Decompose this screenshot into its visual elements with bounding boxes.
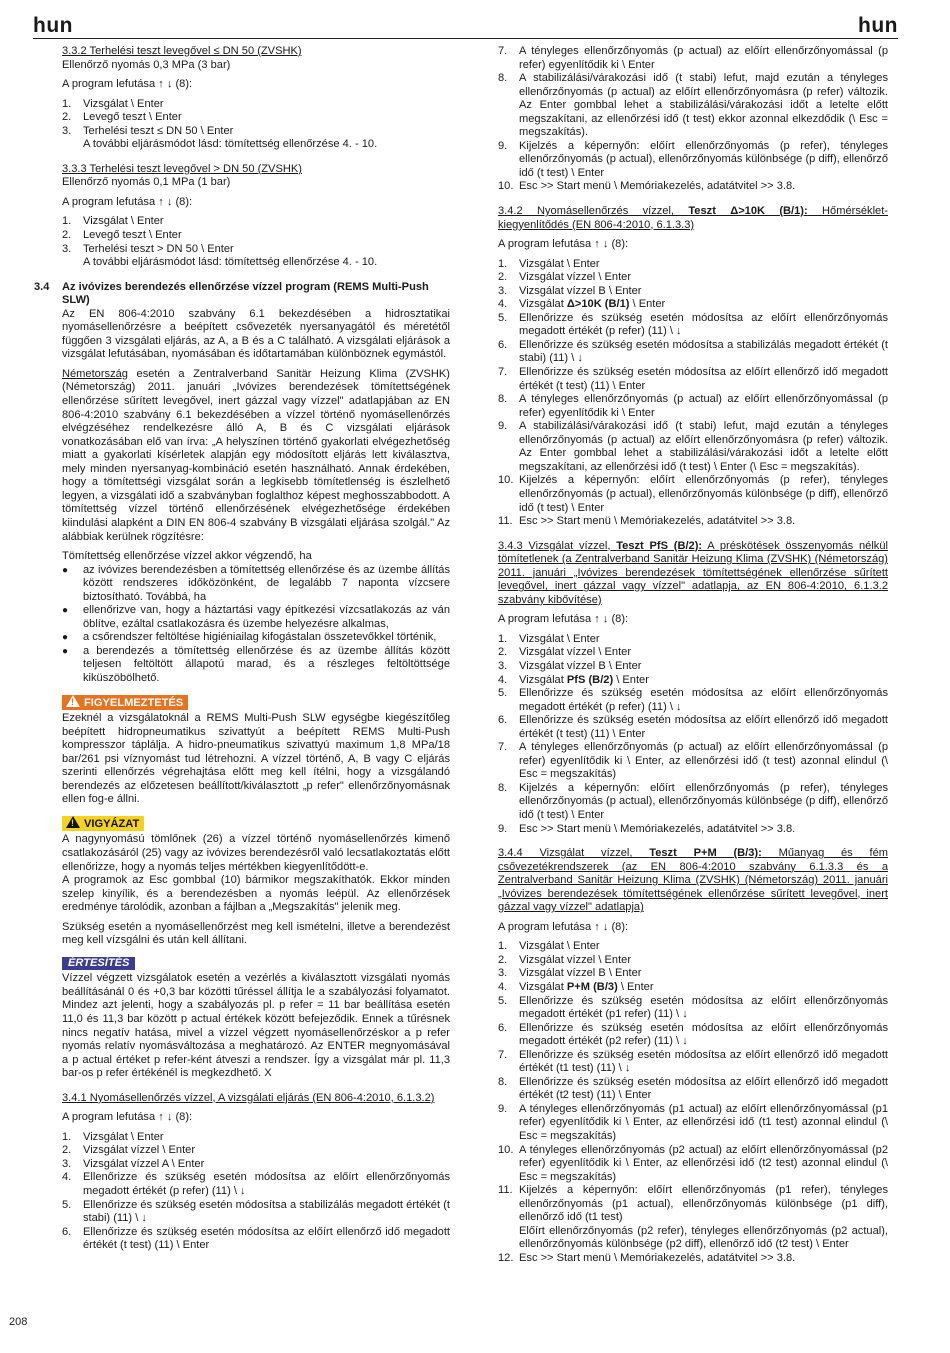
- list-item: 2. Vizsgálat vízzel \ Enter: [498, 953, 632, 966]
- list-item: 1. Vizsgálat \ Enter: [498, 257, 600, 270]
- caution-paragraph-1: A nagynyomású tömlőnek (26) a vízzel történő nyomásellenőrzés kimenő csatlakozásáról (25) vagy az ivóvizes berendezésről való lecsatlakoztatás előtt ellenőrizze, hogy a nyomás teljes mértékben kiegyenlítődött-e.: [62, 833, 450, 873]
- list-item: 9. Esc >> Start menü \ Memóriakezelés, adatátvitel >> 3.8.: [498, 822, 796, 835]
- section-3-3-2-pressure: Ellenőrző nyomás 0,3 MPa (3 bar): [62, 58, 231, 71]
- section-3-4-3-steps: [498, 633, 888, 836]
- caution-paragraph-2: A programok az Esc gombbal (10) bármikor megszakíthatók. Ekkor minden szelep kinyílik, és a berendezésben a nyomás leépül. Az ellenőrzések eredménye tárolódik, azonban a fájlban a „Megszakítás" jelenik meg.: [62, 874, 450, 914]
- list-item: 2. Vizsgálat vízzel \ Enter: [62, 1144, 196, 1157]
- list-item: 9. Kijelzés a képernyőn: előírt ellenőrzőnyomás (p refer), tényleges ellenőrzőnyomás (p actual), ellenőrzőnyomás különbsége (p diff), ellenőrző idő (t test) \ Enter: [498, 139, 888, 179]
- list-item: 2. Levegő teszt \ Enter: [62, 111, 182, 124]
- section-3-4-2-title: 3.4.2 Nyomásellenőrzés vízzel, Teszt Δ>10K (B/1): Hőmérséklet-kiegyenlítődés (EN 806-4:2010, 6.1.3.3): [498, 205, 888, 231]
- section-3-3-2-run: A program lefutása ↑ ↓ (8):: [62, 78, 193, 91]
- list-item: 2. Levegő teszt \ Enter: [62, 229, 182, 242]
- list-item: 3. Vizsgálat vízzel A \ Enter: [62, 1157, 205, 1170]
- section-3-4-bullets: [62, 564, 450, 686]
- list-item: 4. Vizsgálat P+M (B/3) \ Enter: [498, 981, 654, 993]
- caution-badge: !VIGYÁZAT: [62, 816, 144, 832]
- list-item: 10. Esc >> Start menü \ Memóriakezelés, adatátvitel >> 3.8.: [498, 180, 796, 193]
- header-language-right: hun: [858, 14, 898, 37]
- list-item: 9. A stabilizálási/várakozási idő (t stabi) lefut, majd ezután a tényleges ellenőrzőnyomás (p actual) az előírt ellenőrzőnyomásra (p refer) változik. Az Enter gombbal lehet a stabilizálási/várakozási időt a letelte előtt megszakítani, az ellenőrzési idő (t test) \ Enter (\ Esc = megszakítás).: [498, 420, 888, 473]
- list-item: 5. Ellenőrizze és szükség esetén módosítsa a stabilizálás megadott értékét (t stabi) (11) \ ↓: [62, 1198, 450, 1225]
- section-3-4-paragraph-2: Németország esetén a Zentralverband Sanitär Heizung Klima (ZVSHK) (Németország) 2011. januári „Ivóvizes berendezések tömítettségének ellenőrzése sűrített levegővel, inert gázzal vagy vízzel" adatlapjában az EN 806-4:2010 szabvány 6.1 bekezdésében a vízzel történő nyomásellenőrzés elvégzéséhez rendelkezésre álló A, B és C vizsgálati eljárások vonatkozásában elő van írva: „A helyszínen történő gyakorlati elvégezhetőség miatt a gyakorlati kísérletek alapján egy módosított eljárás lett kiválasztva, mely minden nyersanyag-kombináció esetén használható. Annak érdekében, hogy a tömítettségi vizsgálat során a legkisebb tömítetlenség is észlelhető legyen, a vizsgálati idő a szabványban foglalthoz képest meghosszabbodott. A tömítettség vízzel történő ellenőrzésének elvégezhetősége érdekében kiindulási alapként a DIN EN 806-4 szabvány B vizsgálati eljárása szolgál." Az alábbiak kerülnek rögzítésre:: [62, 367, 450, 543]
- list-item: 6. Ellenőrizze és szükség esetén módosítsa az előírt ellenőrzőnyomás megadott értékét (p2 refer) (11) \ ↓: [498, 1021, 888, 1048]
- list-item: 3. Terhelési teszt ≤ DN 50 \ Enter A további eljárásmódot lásd: tömítettség ellenőrzése 4. - 10.: [62, 124, 378, 151]
- list-item: 1. Vizsgálat \ Enter: [498, 632, 600, 645]
- list-item: 8. Ellenőrizze és szükség esetén módosítsa az előírt ellenőrző idő megadott értékét (t2 test) (11) \ Enter: [498, 1075, 888, 1102]
- section-3-4-1-run: A program lefutása ↑ ↓ (8):: [62, 1111, 193, 1124]
- list-item: 8. Kijelzés a képernyőn: előírt ellenőrzőnyomás (p refer), tényleges ellenőrzőnyomás (p actual), ellenőrzőnyomás különbsége (p diff), ellenőrző idő (t test) \ Enter: [498, 781, 888, 821]
- section-3-4-3-title: 3.4.3 Vizsgálat vízzel, Teszt PfS (B/2): A préskötések összenyomás nélkül tömítetlenek (a Zentralverband Sanitär Heizung Klima (ZVSHK) (Németország) 2011. januári „Ivóvizes berendezések tömítettségének ellenőrzése sűrített levegővel, inert gázzal vagy vízzel" adatlapja, az EN 806-4:2010, 6.1.3.2 szabvány kibővítése): [498, 539, 888, 606]
- section-3-3-3-steps: [62, 215, 450, 269]
- section-3-4-4-title: 3.4.4 Vizsgálat vízzel, Teszt P+M (B/3): Műanyag és fém csővezetékrendszerek (az EN 806-4:2010 szabvány 6.1.3.3 és a Zentralverband Sanitär Heizung Klima (ZVSHK) (Németország) 2011. januári „Ivóvizes berendezések tömítettségének ellenőrzése sűrített levegővel, inert gázzal vagy vízzel" adatlapja): [498, 847, 889, 914]
- section-3-4-1-steps-continued: [498, 45, 888, 194]
- list-item: 11. Kijelzés a képernyőn: előírt ellenőrzőnyomás (p1 refer), tényleges ellenőrzőnyomás (p1 actual), ellenőrzőnyomás különbsége (p1 diff), ellenőrző idő (t1 test) Előírt ellenőrzőnyomás (p2 refer), tényleges ellenőrzőnyomás (p2 actual), ellenőrzőnyomás különbsége (p2 diff), ellenőrző idő (t2 test) \ Enter: [498, 1184, 888, 1251]
- list-item: 2. Vizsgálat vízzel \ Enter: [498, 646, 632, 659]
- warning-badge: !FIGYELMEZTETÉS: [62, 695, 188, 711]
- list-item: 1. Vizsgálat \ Enter: [62, 1130, 164, 1143]
- header-language-left: hun: [33, 14, 73, 37]
- section-3-4-4-run: A program lefutása ↑ ↓ (8):: [498, 920, 629, 933]
- list-item: 6. Ellenőrizze és szükség esetén módosítsa a stabilizálás megadott értékét (t stabi) (11) \ ↓: [498, 338, 888, 365]
- list-item: 8. A tényleges ellenőrzőnyomás (p actual) az előírt ellenőrzőnyomással (p refer) egyenlítődik ki \ Enter: [498, 393, 888, 419]
- section-3-3-2-steps: [62, 98, 450, 152]
- list-item: 1. Vizsgálat \ Enter: [498, 940, 600, 953]
- list-item: 6. Ellenőrizze és szükség esetén módosítsa az előírt ellenőrző idő megadott értékét (t test) (11) \ Enter: [62, 1225, 450, 1252]
- list-item: 10. A tényleges ellenőrzőnyomás (p2 actual) az előírt ellenőrzőnyomással (p2 refer) egyenlítődik ki \ Enter, az ellenőrzési idő (t2 test) azonnal elindul (\ Esc = megszakítás): [498, 1143, 888, 1183]
- list-item: 10. Kijelzés a képernyőn: előírt ellenőrzőnyomás (p refer), tényleges ellenőrzőnyomás (p actual), ellenőrzőnyomás különbsége (p diff), ellenőrző idő (t test) \ Enter: [498, 474, 888, 514]
- list-item: ● az ivóvizes berendezésben a tömítettség ellenőrzése és az üzembe állítás között rendszeres időközönként, de legalább 7 naponta vízcsere biztosítható. Továbbá, ha: [62, 564, 450, 605]
- list-item: 7. A tényleges ellenőrzőnyomás (p actual) az előírt ellenőrzőnyomással (p refer) egyenlítődik ki \ Enter: [498, 45, 888, 71]
- list-item: 12. Esc >> Start menü \ Memóriakezelés, adatátvitel >> 3.8.: [498, 1251, 796, 1264]
- warning-triangle-icon: [66, 695, 80, 707]
- list-item: 7. Ellenőrizze és szükség esetén módosítsa az előírt ellenőrző idő megadott értékét (t1 test) (11) \ ↓: [498, 1048, 888, 1075]
- list-item: 8. A stabilizálási/várakozási idő (t stabi) lefut, majd ezután a tényleges ellenőrzőnyomás (p actual) az előírt ellenőrzőnyomásra (p refer) változik. Az Enter gombbal lehet a stabilizálási/várakozási időt a letelte előtt megszakítani, az ellenőrzési idő (t test) ekkor azonnal elkezdődik (\ Esc = megszakítás).: [498, 72, 888, 139]
- section-3-4-paragraph-1: Az EN 806-4:2010 szabvány 6.1 bekezdésében a hidrosztatikai nyomásellenőrzésre a beépített csővezeték nyersanyagától és méretétől függően 3 vizsgálati eljárás, az A, a B és a C található. A vizsgálati eljárások a vizsgálat lefutásában, nyomásában és időtartamában különböznek egymástól.: [62, 307, 450, 361]
- notice-badge: ÉRTESÍTÉS: [62, 957, 135, 971]
- list-item: 5. Ellenőrizze és szükség esetén módosítsa az előírt ellenőrzőnyomás megadott értékét (p refer) (11) \ ↓: [498, 311, 888, 338]
- list-item: 4. Vizsgálat Δ>10K (B/1) \ Enter: [498, 298, 666, 311]
- caution-triangle-icon: [66, 816, 80, 828]
- list-item: ● a csőrendszer feltöltése higiéniailag kifogástalan összetevőkkel történik,: [62, 631, 450, 645]
- list-item: 5. Ellenőrizze és szükség esetén módosítsa az előírt ellenőrzőnyomás megadott értékét (p1 refer) (11) \ ↓: [498, 994, 888, 1021]
- list-item: 3. Terhelési teszt > DN 50 \ Enter A további eljárásmódot lásd: tömítettség ellenőrzése 4. - 10.: [62, 242, 378, 269]
- list-item: 2. Vizsgálat vízzel \ Enter: [498, 271, 632, 284]
- warning-text: Ezeknél a vizsgálatoknál a REMS Multi-Push SLW egységbe kiegészítőleg beépített hidropneumatikus szivattyút a beépített REMS Multi-Push kompresszor táplálja. A hidro-pneumatikus szivattyú maximum 1,8 MPa/18 bar/261 psi víznyomást tud létrehozni. A vízzel történő, A, B vagy C eljárás szerinti ellenőrzés végrehajtása előtt meg kell ítélni, hogy a vizsgálandó berendezés az előzetesen beállított/kiválasztott „p refer" ellenőrzőnyomásnak ellen fog-e állni.: [62, 712, 450, 806]
- list-item: 3. Vizsgálat vízzel B \ Enter: [498, 659, 642, 672]
- list-item: 3. Vizsgálat vízzel B \ Enter: [498, 967, 642, 980]
- section-3-4-4-steps: [498, 940, 888, 1265]
- section-3-4-2-run: A program lefutása ↑ ↓ (8):: [498, 238, 629, 251]
- list-item: 6. Ellenőrizze és szükség esetén módosítsa az előírt ellenőrző idő megadott értékét (t test) (11) \ Enter: [498, 714, 888, 740]
- left-column: [34, 45, 450, 1253]
- section-3-3-2-title: 3.3.2 Terhelési teszt levegővel ≤ DN 50 (ZVSHK): [62, 45, 302, 57]
- list-item: ● a berendezés a tömítettség ellenőrzése és az üzembe állítás között teljesen feltöltött állapotú marad, és a részleges feltöltöttsége kiküszöbölhető.: [62, 645, 450, 686]
- section-3-3-3-run: A program lefutása ↑ ↓ (8):: [62, 195, 193, 208]
- notice-text: Vízzel végzett vizsgálatok esetén a vezérlés a kiválasztott vizsgálati nyomás beállításánál 0 és +0,3 bar közötti tűréssel állítja le a szabályozási folyamatot. Mindez azt jelenti, hogy a szabályozás pl. p refer = 11 bar beállítása esetén 11,0 és 11,3 bar között p actual értékek között befejeződik. Ennek a tűrésnek nincs negatív hatása, mivel a vízzel végzett nyomásellenőrzéskor a p refer nyomás relatív nyomásváltozása a meghatározó. Az ENTER megnyomásával a p actual értéket p refer-ként átveszi a rendszer. Így a vizsgálat már pl. 11,3 bar-os p refer értékénél is megkezdhető. X: [62, 972, 450, 1080]
- list-item: 9. A tényleges ellenőrzőnyomás (p1 actual) az előírt ellenőrzőnyomással (p1 refer) egyenlítődik ki \ Enter, az ellenőrzési idő (t1 test) azonnal elindul (\ Esc = megszakítás): [498, 1102, 888, 1143]
- caution-paragraph-3: Szükség esetén a nyomásellenőrzést meg kell ismételni, illetve a berendezést meg kell vízsgálni és után kell állítani.: [62, 920, 450, 947]
- list-item: 7. A tényleges ellenőrzőnyomás (p actual) az előírt ellenőrzőnyomással (p refer) egyenlítődik ki \ Enter, az ellenőrzési idő (t test) azonnal elindul (\ Esc = megszakítás): [498, 741, 888, 781]
- section-3-3-3-pressure: Ellenőrző nyomás 0,1 MPa (1 bar): [62, 176, 231, 189]
- list-item: 4. Vizsgálat PfS (B/2) \ Enter: [498, 673, 649, 686]
- list-item: 3. Vizsgálat vízzel B \ Enter: [498, 284, 642, 297]
- section-3-4-heading: 3.4 Az ivóvizes berendezés ellenőrzése vízzel program (REMS Multi-Push SLW): [34, 280, 429, 307]
- right-column: [498, 45, 888, 1265]
- header-rule: [33, 38, 898, 39]
- list-item: 1. Vizsgálat \ Enter: [62, 97, 164, 110]
- section-3-4-2-steps: [498, 258, 888, 529]
- section-3-4-paragraph-3: Tömítettség ellenőrzése vízzel akkor végzendő, ha: [62, 550, 312, 563]
- list-item: 4. Ellenőrizze és szükség esetén módosítsa az előírt ellenőrzőnyomás megadott értékét (p refer) (11) \ ↓: [62, 1171, 450, 1198]
- section-3-3-3-title: 3.3.3 Terhelési teszt levegővel > DN 50 (ZVSHK): [62, 162, 302, 175]
- page-number: 208: [9, 1316, 28, 1328]
- list-item: 7. Ellenőrizze és szükség esetén módosítsa az előírt ellenőrző idő megadott értékét (t test) (11) \ Enter: [498, 366, 888, 392]
- section-3-4-1-steps: [62, 1131, 450, 1253]
- list-item: ● ellenőrizve van, hogy a háztartási vagy építkezési vízcsatlakozás az ván öblítve, ezáltal csatlakozásra és üzembe helyezésre alkalmas,: [62, 604, 450, 631]
- list-item: 5. Ellenőrizze és szükség esetén módosítsa az előírt ellenőrzőnyomás megadott értékét (p refer) (11) \ ↓: [498, 687, 888, 713]
- section-3-4-3-run: A program lefutása ↑ ↓ (8):: [498, 613, 629, 626]
- list-item: 1. Vizsgálat \ Enter: [62, 215, 164, 228]
- section-3-4-1-title: 3.4.1 Nyomásellenőrzés vízzel, A vizsgálati eljárás (EN 806-4:2010, 6.1.3.2): [62, 1091, 435, 1104]
- list-item: 11. Esc >> Start menü \ Memóriakezelés, adatátvitel >> 3.8.: [498, 515, 796, 528]
